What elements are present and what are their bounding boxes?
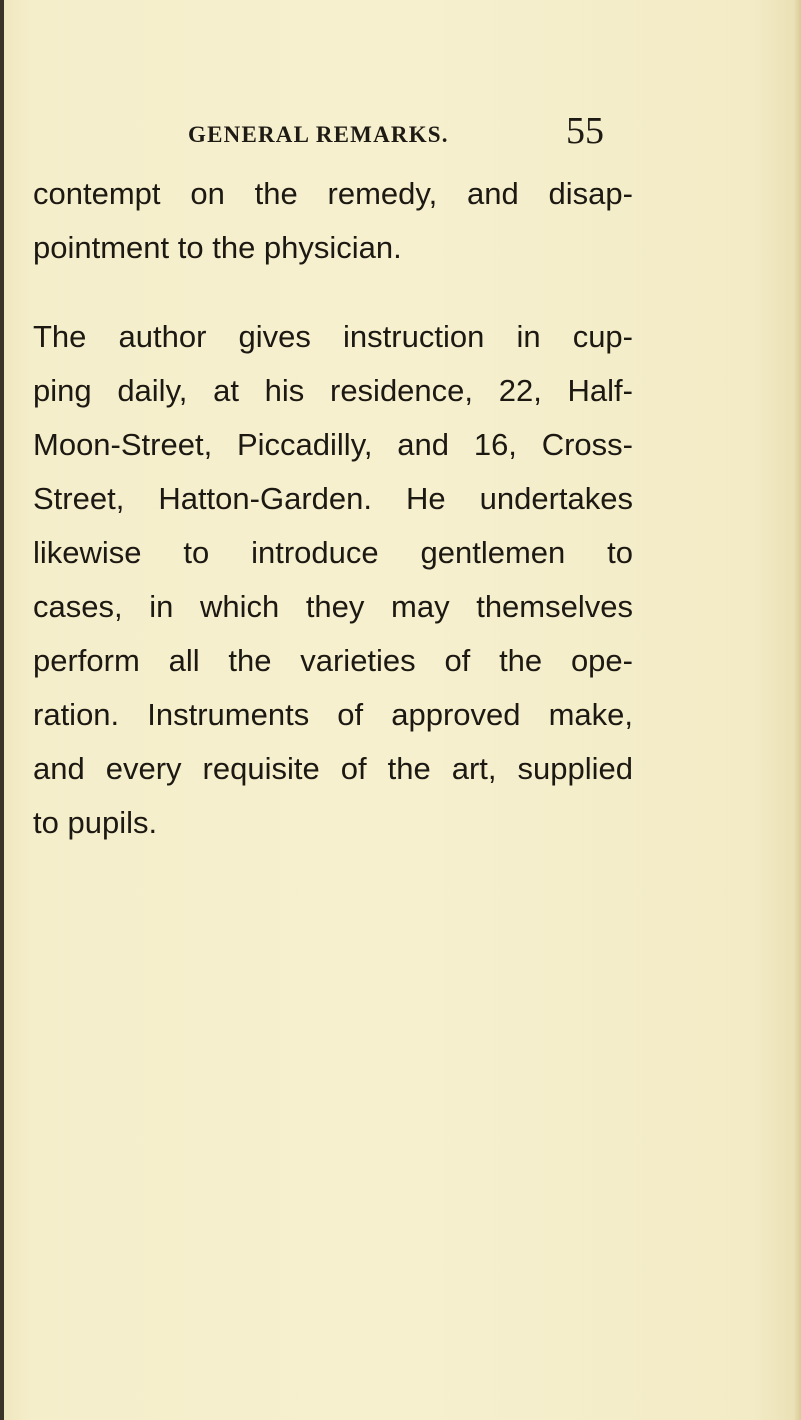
text-line: to pupils. [33,805,158,840]
text-line: likewise to introduce gentlemen to [33,535,633,570]
text-line: cases, in which they may themselves [33,589,633,624]
text-line: and every requisite of the art, supplied [33,751,633,786]
text-line: ration. Instruments of approved make, [33,697,633,732]
page-number: 55 [566,110,604,152]
text-line: pointment to the physician. [33,230,402,265]
text-line: perform all the varieties of the ope- [33,643,633,678]
page-header [0,104,801,154]
text-line: ping daily, at his residence, 22, Half- [33,373,633,408]
running-head: GENERAL REMARKS. [188,122,449,147]
paragraph-gap [33,275,633,310]
text-line: Street, Hatton-Garden. He undertakes [33,481,633,516]
page-right-edge [795,0,801,1420]
text-line: The author gives instruction in cup- [33,319,633,354]
page-left-edge [0,0,4,1420]
paragraph-instruction [33,310,633,850]
text-line: contempt on the remedy, and disap- [33,176,633,211]
paragraph-continued [33,167,633,275]
text-line: Moon-Street, Piccadilly, and 16, Cross- [33,427,633,462]
body-text [33,167,633,850]
